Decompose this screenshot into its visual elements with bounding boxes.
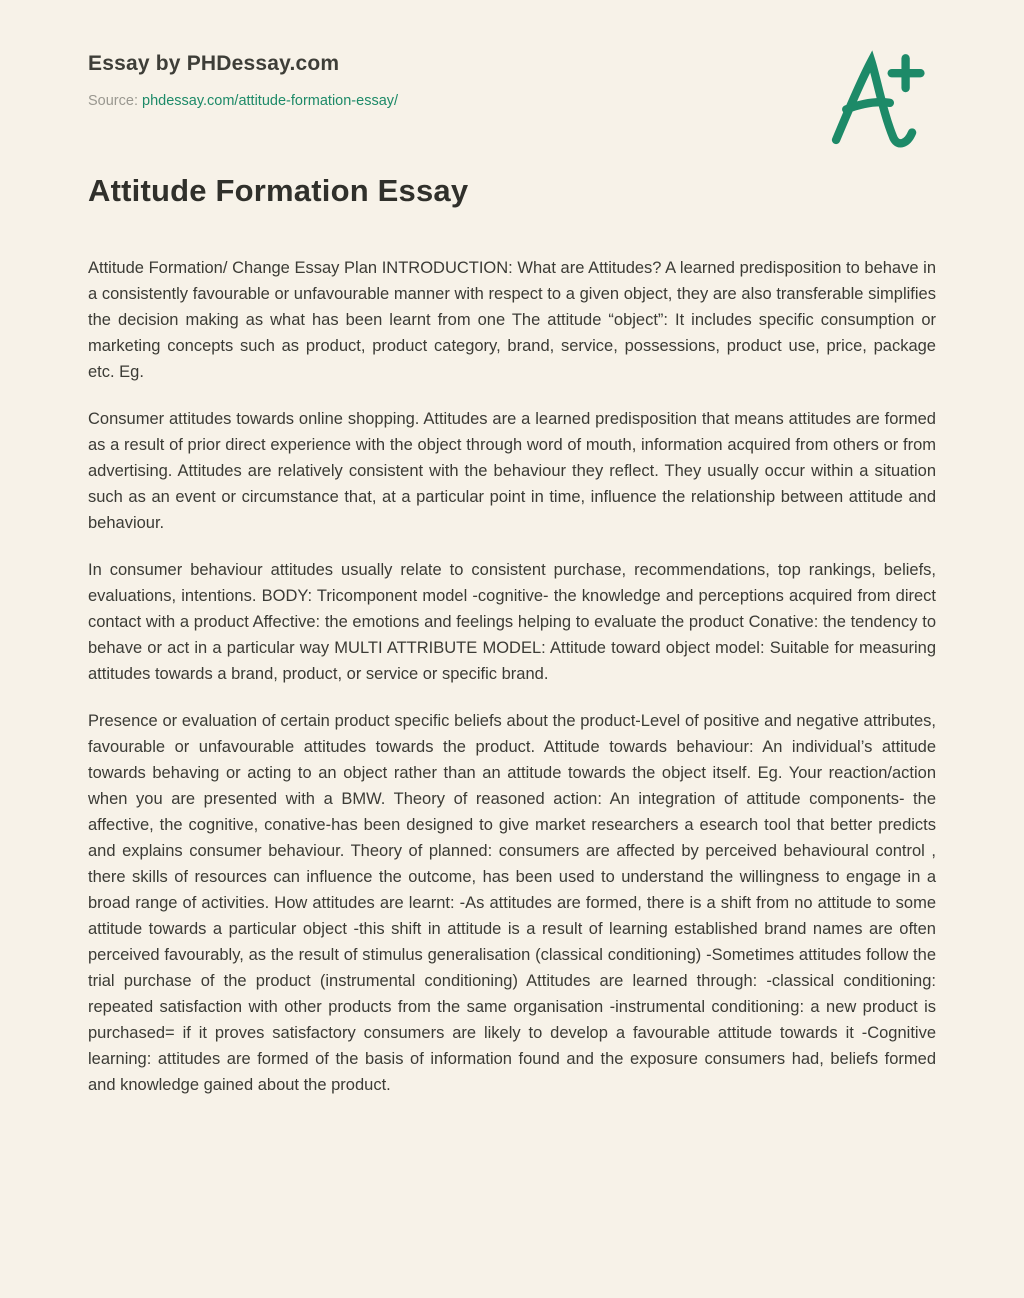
byline: Essay by PHDessay.com [88,52,340,75]
source-line [88,93,936,109]
essay-title: Attitude Formation Essay [88,173,469,208]
source-label: Source: [88,93,138,109]
phdessay-logo[interactable] [824,48,926,154]
paragraph: Consumer attitudes towards online shopping. Attitudes are a learned predisposition that means attitudes are formed as a result of prior direct experience with the object through word of mouth, information acquired from others or from advertising. Attitudes are relatively consistent with the behaviour they reflect. They usually occur within a situation such as an event or circumstance that, at a particular point in time, influence the relationship between attitude and behaviour. [88,410,936,532]
a-plus-logo-icon [824,141,926,158]
essay-body [88,255,936,1098]
paragraph: In consumer behaviour attitudes usually relate to consistent purchase, recommendations, top rankings, beliefs, evaluations, intentions. BODY: Tricomponent model -cognitive- the knowledge and perceptions acquired from direct contact with a product Affective: the emotions and feelings helping to evaluate the product Conative: the tendency to behave or act in a particular way MULTI ATTRIBUTE MODEL: Attitude toward object model: Suitable for measuring attitudes towards a brand, product, or service or specific brand. [88,561,936,683]
paragraph: Presence or evaluation of certain product specific beliefs about the product-Level of positive and negative attributes, favourable or unfavourable attitudes towards the product. Attitude towards behaviour: An individual’s attitude towards behaving or acting to an object rather than an attitude towards the object itself. Eg. Your reaction/action when you are presented with a BMW. Theory of reasoned action: An integration of attitude components- the affective, the cognitive, conative-has been designed to give market researchers a esearch tool that better predicts and explains consumer behaviour. Theory of planned: consumers are affected by perceived behavioural control , there skills of resources can influence the outcome, has been used to understand the willingness to engage in a broad range of activities. How attitudes are learnt: -As attitudes are formed, there is a shift from no attitude to some attitude towards a particular object -this shift in attitude is a result of learning established brand names are often perceived favourably, as the result of stimulus generalisation (classical conditioning) -Sometimes attitudes follow the trial purchase of the product (instrumental conditioning) Attitudes are learned through: -classical conditioning: repeated satisfaction with other products from the same organisation -instrumental conditioning: a new product is purchased= if it proves satisfactory consumers are likely to develop a favourable attitude towards it -Cognitive learning: attitudes are formed of the basis of information found and the exposure consumers had, beliefs formed and knowledge gained about the product. [88,712,936,1094]
header [88,52,936,109]
paragraph: Attitude Formation/ Change Essay Plan INTRODUCTION: What are Attitudes? A learned predisposition to behave in a consistently favourable or unfavourable manner with respect to a given object, they are also transferable simplifies the decision making as what has been learnt from one The attitude “object”: It includes specific consumption or marketing concepts such as product, product category, brand, service, possessions, product use, price, package etc. Eg. [88,259,936,381]
source-link[interactable]: phdessay.com/attitude-formation-essay/ [142,93,399,109]
